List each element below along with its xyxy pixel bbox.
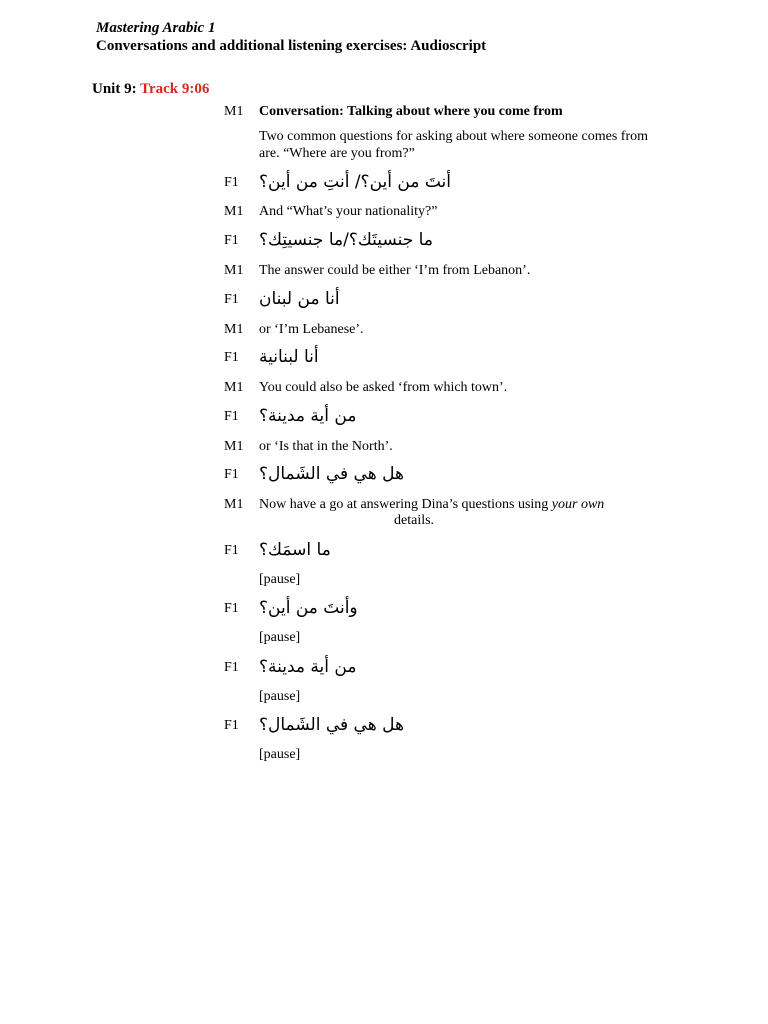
pause-marker: [pause] (259, 572, 301, 587)
arabic-text: ما اسمَك؟ (259, 540, 331, 560)
line-text: or ‘I’m Lebanese’. (259, 322, 364, 337)
arabic-text: هل هي في الشَمال؟ (259, 715, 404, 735)
unit-heading (92, 81, 209, 98)
line-text-part: Now have a go at answering Dina’s questions using (259, 497, 552, 512)
speaker-label: M1 (224, 380, 244, 395)
speaker-label: F1 (224, 467, 239, 482)
line-text: The answer could be either ‘I’m from Lebanon’. (259, 263, 531, 278)
speaker-label: M1 (224, 497, 244, 512)
line-text: or ‘Is that in the North’. (259, 439, 393, 454)
arabic-text: هل هي في الشَمال؟ (259, 464, 404, 484)
pause-marker: [pause] (259, 689, 301, 704)
arabic-text: من أية مدينة؟ (259, 406, 357, 426)
arabic-text: من أية مدينة؟ (259, 657, 357, 677)
book-title: Mastering Arabic 1 (96, 20, 216, 36)
speaker-label: F1 (224, 233, 239, 248)
unit-label: Unit 9: (92, 81, 137, 97)
speaker-label: F1 (224, 292, 239, 307)
line-text: And “What’s your nationality?” (259, 204, 438, 219)
script-paragraph: Two common questions for asking about where someone comes from are. “Where are you from?” (259, 129, 648, 161)
line-text-continuation: details. (394, 513, 435, 528)
line-text: Conversation: Talking about where you come from (259, 104, 563, 119)
speaker-label: M1 (224, 322, 244, 337)
document-title: Conversations and additional listening exercises: Audioscript (96, 38, 487, 54)
pause-marker: [pause] (259, 630, 301, 645)
arabic-text: وأنتَ من أين؟ (259, 598, 358, 618)
track-label: Track 9:06 (140, 81, 210, 97)
speaker-label: M1 (224, 263, 244, 278)
arabic-text: ما جنسيتَك؟/ما جنسيتِك؟ (259, 230, 433, 250)
pause-marker: [pause] (259, 747, 301, 762)
speaker-label: F1 (224, 660, 239, 675)
arabic-text: أنا لبنانية (259, 347, 319, 367)
arabic-text: أنتَ من أين؟/ أنتِ من أين؟ (259, 172, 451, 192)
line-text (259, 496, 659, 513)
speaker-label: F1 (224, 350, 239, 365)
speaker-label: M1 (224, 204, 244, 219)
line-text: You could also be asked ‘from which town’. (259, 380, 508, 395)
speaker-label: F1 (224, 409, 239, 424)
speaker-label: M1 (224, 439, 244, 454)
speaker-label: F1 (224, 718, 239, 733)
speaker-label: F1 (224, 543, 239, 558)
emphasis-text: your own (551, 497, 605, 512)
speaker-label: F1 (224, 601, 239, 616)
speaker-label: F1 (224, 175, 239, 190)
speaker-label: M1 (224, 104, 244, 119)
arabic-text: أنا من لبنان (259, 289, 340, 309)
